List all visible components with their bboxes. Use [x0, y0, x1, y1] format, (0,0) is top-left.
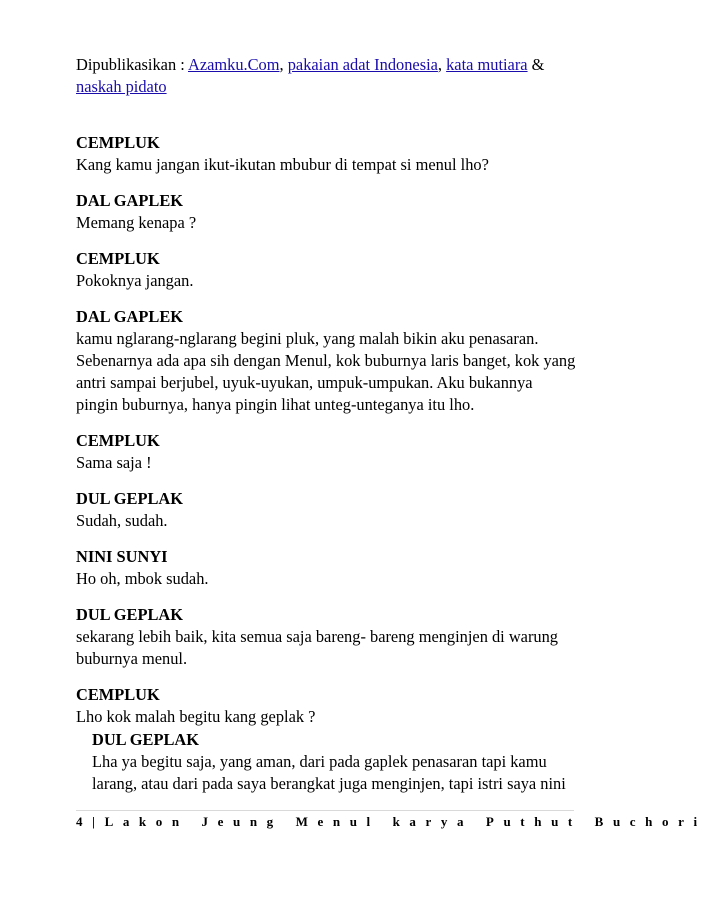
- credit-separator: ,: [279, 55, 288, 74]
- dialogue-entry: [76, 132, 576, 176]
- link-naskah-pidato[interactable]: naskah pidato: [76, 77, 167, 96]
- credit-prefix: Dipublikasikan :: [76, 55, 188, 74]
- dialogue-entry: [76, 306, 576, 416]
- dialogue-text: kamu nglarang-nglarang begini pluk, yang malah bikin aku penasaran. Sebenarnya ada apa sih dengan Menul, kok buburnya laris banget, kok yang antri sampai berjubel, uyuk-uyukan, umpuk-umpukan. Aku bukannya pingin buburnya, hanya pingin lihat unteg-unteganya itu lho.: [76, 329, 576, 414]
- credit-separator: ,: [437, 55, 447, 74]
- speaker-name: DUL GEPLAK: [76, 489, 184, 508]
- dialogue-text: sekarang lebih baik, kita semua saja bareng- bareng menginjen di warung buburnya menul.: [76, 627, 558, 668]
- speaker-name: DAL GAPLEK: [76, 191, 184, 210]
- dialogue-entry: [76, 430, 576, 474]
- speaker-name: CEMPLUK: [76, 133, 160, 152]
- link-azamku[interactable]: Azamku.Com: [188, 55, 280, 74]
- footer-divider: [76, 810, 574, 811]
- speaker-name: CEMPLUK: [76, 431, 160, 450]
- dialogue-text: Pokoknya jangan.: [76, 271, 194, 290]
- dialogue-text: Memang kenapa ?: [76, 213, 197, 232]
- dialogue-entry: [76, 190, 576, 234]
- speaker-name: NINI SUNYI: [76, 547, 168, 566]
- page-footer: 4|Lakon Jeung Menul karya Puthut Buchori: [76, 814, 707, 829]
- dialogue-text: Kang kamu jangan ikut-ikutan mbubur di tempat si menul lho?: [76, 155, 489, 174]
- speaker-name: DAL GAPLEK: [76, 307, 184, 326]
- link-pakaian-adat[interactable]: pakaian adat Indonesia: [287, 55, 438, 74]
- speaker-name: CEMPLUK: [76, 685, 160, 704]
- speaker-name: DUL GEPLAK: [76, 605, 184, 624]
- dialogue-entry: [76, 604, 576, 670]
- dialogue-text: Ho oh, mbok sudah.: [76, 569, 209, 588]
- credit-separator: &: [527, 55, 545, 74]
- dialogue-text: Sudah, sudah.: [76, 511, 168, 530]
- dialogue-text: Lha ya begitu saja, yang aman, dari pada gaplek penasaran tapi kamu larang, atau dari pada saya berangkat juga menginjen, tapi istri saya nini: [92, 752, 566, 793]
- dialogue-entry: [76, 248, 576, 292]
- speaker-name: CEMPLUK: [76, 249, 160, 268]
- dialogue-text: Sama saja !: [76, 453, 152, 472]
- dialogue-entry: [76, 546, 576, 590]
- document-body: [76, 54, 576, 742]
- dialogue-text: Lho kok malah begitu kang geplak ?: [76, 707, 316, 726]
- dialogue-entry: [76, 684, 576, 728]
- dialogue-entry-indented: [92, 729, 572, 795]
- link-kata-mutiara[interactable]: kata mutiara: [446, 55, 528, 74]
- speaker-name: DUL GEPLAK: [92, 730, 200, 749]
- publication-credit: [76, 54, 576, 98]
- dialogue-entry: [76, 488, 576, 532]
